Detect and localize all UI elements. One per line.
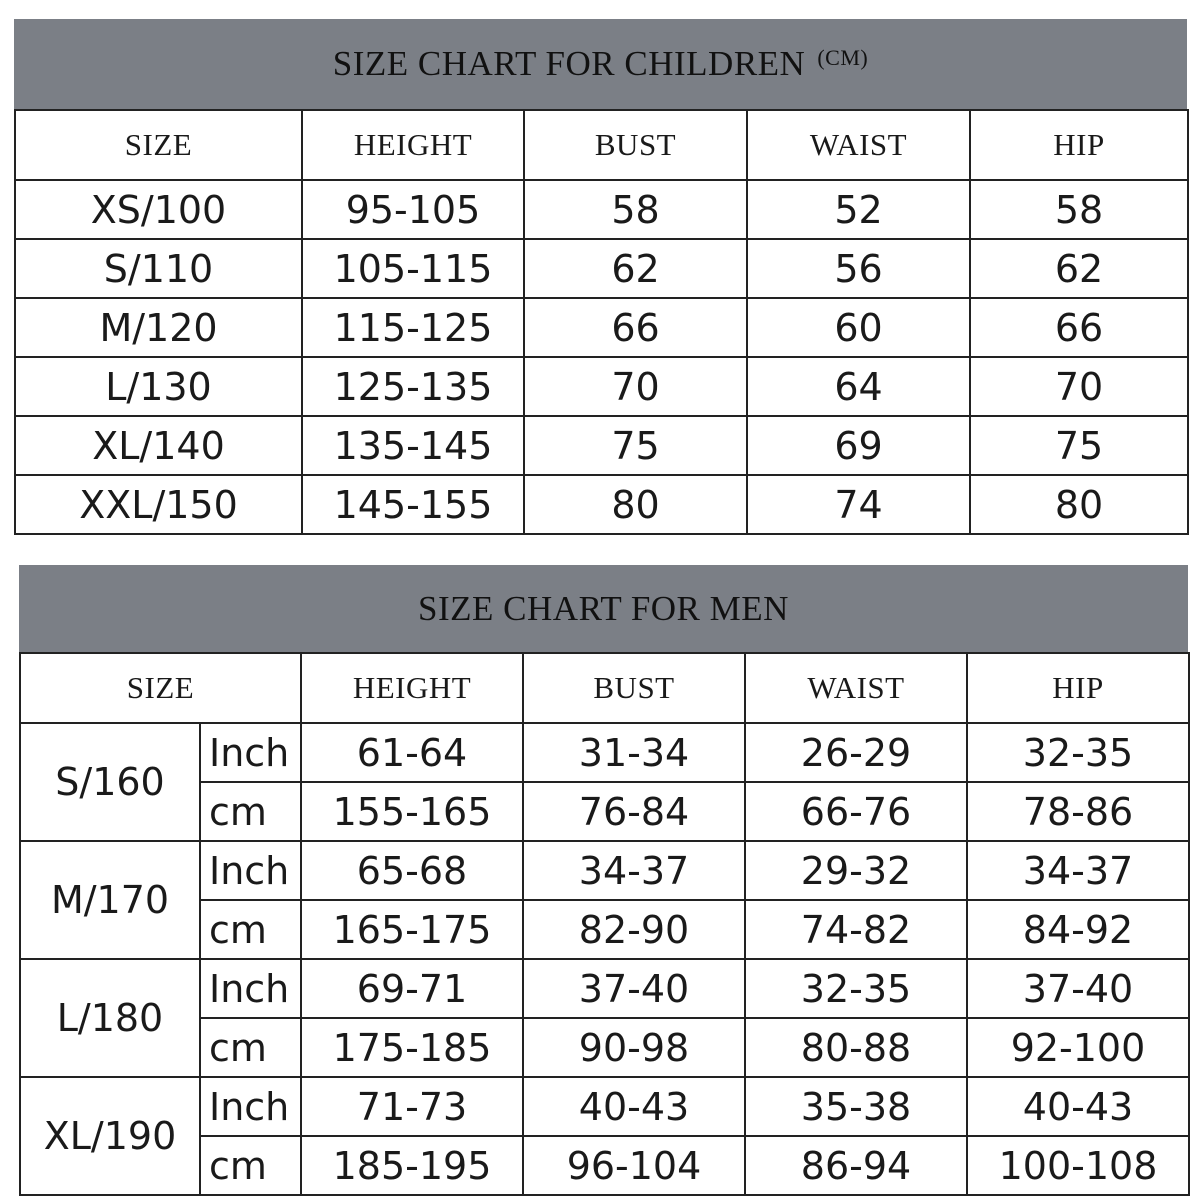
size-cell: L/180 xyxy=(20,959,200,1077)
column-header-height: HEIGHT xyxy=(302,110,524,180)
height-cell: 115-125 xyxy=(302,298,524,357)
column-header-hip: HIP xyxy=(970,110,1188,180)
bust-cell: 58 xyxy=(524,180,747,239)
children-size-chart xyxy=(14,19,1187,535)
children-header-row xyxy=(15,110,1188,180)
waist-cell: 29-32 xyxy=(745,841,967,900)
table-row xyxy=(15,357,1188,416)
size-cell: S/160 xyxy=(20,723,200,841)
bust-cell: 76-84 xyxy=(523,782,745,841)
height-cell: 155-165 xyxy=(301,782,523,841)
waist-cell: 60 xyxy=(747,298,970,357)
unit-cell: cm xyxy=(200,900,301,959)
size-cell: XL/190 xyxy=(20,1077,200,1195)
hip-cell: 66 xyxy=(970,298,1188,357)
column-header-height: HEIGHT xyxy=(301,653,523,723)
unit-cell: cm xyxy=(200,1136,301,1195)
size-cell: XL/140 xyxy=(15,416,302,475)
size-cell: S/110 xyxy=(15,239,302,298)
men-chart-title: SIZE CHART FOR MEN xyxy=(418,588,789,628)
height-cell: 175-185 xyxy=(301,1018,523,1077)
hip-cell: 62 xyxy=(970,239,1188,298)
table-row xyxy=(20,959,1189,1018)
men-chart-title-bar xyxy=(19,565,1188,652)
height-cell: 145-155 xyxy=(302,475,524,534)
waist-cell: 64 xyxy=(747,357,970,416)
column-header-waist: WAIST xyxy=(747,110,970,180)
unit-cell: Inch xyxy=(200,723,301,782)
waist-cell: 74 xyxy=(747,475,970,534)
waist-cell: 35-38 xyxy=(745,1077,967,1136)
size-cell: M/120 xyxy=(15,298,302,357)
waist-cell: 86-94 xyxy=(745,1136,967,1195)
hip-cell: 84-92 xyxy=(967,900,1189,959)
bust-cell: 90-98 xyxy=(523,1018,745,1077)
table-row xyxy=(15,298,1188,357)
bust-cell: 37-40 xyxy=(523,959,745,1018)
height-cell: 185-195 xyxy=(301,1136,523,1195)
unit-cell: Inch xyxy=(200,1077,301,1136)
bust-cell: 96-104 xyxy=(523,1136,745,1195)
bust-cell: 31-34 xyxy=(523,723,745,782)
hip-cell: 32-35 xyxy=(967,723,1189,782)
hip-cell: 58 xyxy=(970,180,1188,239)
unit-cell: cm xyxy=(200,782,301,841)
hip-cell: 70 xyxy=(970,357,1188,416)
men-header-row xyxy=(20,653,1189,723)
height-cell: 135-145 xyxy=(302,416,524,475)
bust-cell: 70 xyxy=(524,357,747,416)
waist-cell: 69 xyxy=(747,416,970,475)
unit-cell: cm xyxy=(200,1018,301,1077)
bust-cell: 66 xyxy=(524,298,747,357)
height-cell: 65-68 xyxy=(301,841,523,900)
size-cell: L/130 xyxy=(15,357,302,416)
size-cell: M/170 xyxy=(20,841,200,959)
waist-cell: 74-82 xyxy=(745,900,967,959)
height-cell: 61-64 xyxy=(301,723,523,782)
table-row xyxy=(15,416,1188,475)
waist-cell: 26-29 xyxy=(745,723,967,782)
height-cell: 105-115 xyxy=(302,239,524,298)
height-cell: 165-175 xyxy=(301,900,523,959)
men-size-chart xyxy=(19,565,1188,1196)
table-row xyxy=(20,1077,1189,1136)
waist-cell: 66-76 xyxy=(745,782,967,841)
children-chart-title: SIZE CHART FOR CHILDREN xyxy=(332,44,806,83)
bust-cell: 34-37 xyxy=(523,841,745,900)
bust-cell: 40-43 xyxy=(523,1077,745,1136)
hip-cell: 40-43 xyxy=(967,1077,1189,1136)
unit-cell: Inch xyxy=(200,959,301,1018)
waist-cell: 80-88 xyxy=(745,1018,967,1077)
column-header-size: SIZE xyxy=(15,110,302,180)
table-row xyxy=(15,180,1188,239)
men-size-table xyxy=(19,652,1190,1196)
hip-cell: 75 xyxy=(970,416,1188,475)
height-cell: 95-105 xyxy=(302,180,524,239)
table-row xyxy=(20,841,1189,900)
unit-cell: Inch xyxy=(200,841,301,900)
hip-cell: 100-108 xyxy=(967,1136,1189,1195)
children-chart-title-bar xyxy=(14,19,1187,109)
column-header-hip: HIP xyxy=(967,653,1189,723)
size-cell: XS/100 xyxy=(15,180,302,239)
children-chart-unit: (CM) xyxy=(817,45,869,70)
hip-cell: 80 xyxy=(970,475,1188,534)
children-size-table xyxy=(14,109,1189,535)
waist-cell: 52 xyxy=(747,180,970,239)
bust-cell: 62 xyxy=(524,239,747,298)
column-header-size: SIZE xyxy=(20,653,301,723)
hip-cell: 37-40 xyxy=(967,959,1189,1018)
bust-cell: 80 xyxy=(524,475,747,534)
height-cell: 69-71 xyxy=(301,959,523,1018)
hip-cell: 34-37 xyxy=(967,841,1189,900)
waist-cell: 56 xyxy=(747,239,970,298)
column-header-bust: BUST xyxy=(524,110,747,180)
bust-cell: 82-90 xyxy=(523,900,745,959)
column-header-waist: WAIST xyxy=(745,653,967,723)
table-row xyxy=(15,475,1188,534)
bust-cell: 75 xyxy=(524,416,747,475)
table-row xyxy=(20,723,1189,782)
column-header-bust: BUST xyxy=(523,653,745,723)
waist-cell: 32-35 xyxy=(745,959,967,1018)
table-row xyxy=(15,239,1188,298)
hip-cell: 78-86 xyxy=(967,782,1189,841)
height-cell: 71-73 xyxy=(301,1077,523,1136)
height-cell: 125-135 xyxy=(302,357,524,416)
hip-cell: 92-100 xyxy=(967,1018,1189,1077)
size-cell: XXL/150 xyxy=(15,475,302,534)
